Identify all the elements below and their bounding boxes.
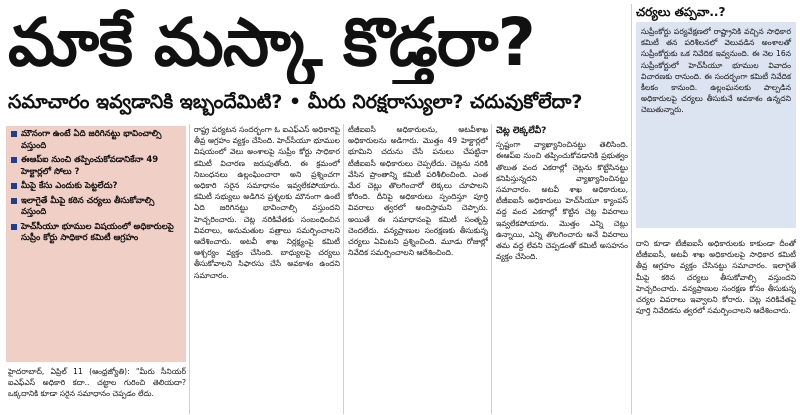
dateline-text: హైదరాబాద్, ఏప్రిల్ 11 (ఆంధ్రజ్యోతి): "మీరు సీనియర్ ఐఎఫ్ఎస్ అధికారి కదా.. చట్టాల గురించి తెలియదా? ఒక్కదానికి కూడా సరైన సమాధానం చెప్పడం లేదు. [8,367,186,399]
column-divider [631,4,632,414]
sidebar-body: సుప్రీంకోర్టు పర్యవేక్షణలో రాష్ట్రానికి వచ్చిన సాధికార కమిటీ తన పరిశీలనలో వెలువడిన అంశాలతో సుప్రీంకోర్టుకు ఒక నివేదిక ఇవ్వనుంది. ఈ నెల 16న సుప్రీంకోర్టులో హెచ్‌సీయూ భూముల వివాదం విచారణకు రానుంది. ఈ సందర్భంగా కమిటీ నివేదిక కీలకం కానుంది. ఉల్లంఘనలకు పాల్పడిన అధికారులపై చర్యలు తీసుకునే అవకాశం ఉన్నదని చెబుతున్నారు. [636,22,796,228]
highlights-box [6,126,186,362]
bullet-icon [11,198,17,204]
highlight-item: మీపై కేసు ఎందుకు పెట్టలేదు? [10,181,182,193]
article-dateline [8,366,186,414]
column-2-text: రాష్ట్ర పర్యటన సందర్భంగా ఓ ఐఎఫ్ఎస్ అధికారిపై తీవ్ర ఆగ్రహం వ్యక్తం చేసింది. హెచ్‌సీయూ భూముల విషయంలో వెలు అంశాలపై సుప్రీం కోర్టు సాధికార కమిటీ విచారణ జరుపుతోంది. ఈ క్రమంలో నిబంధనలు ఉల్లంఘించారా అని ప్రశ్నించగా అధికారి సరైన సమాధానం ఇవ్వలేకపోయారు. కమిటీ సభ్యులు అడిగిన ప్రశ్నలకు మౌనంగా ఉంటే ఏది జరిగినట్టు భావించాల్సి వస్తుందని హెచ్చరించారు. చెట్ల నరికివేతకు సంబంధించిన వివరాలు, అనుమతుల పత్రాలు సమర్పించాలని ఆదేశించారు. అటవీ శాఖ నిర్లక్ష్యంపై కమిటీ ఆశ్చర్యం వ్యక్తం చేసింది. బాధ్యులపై చర్యలు తీసుకోవాలని సిఫారసు చేసే అవకాశం ఉందని సమాచారం. [194,125,340,280]
bullet-icon [11,224,17,230]
column-4-text: స్పష్టంగా వ్యాఖ్యానించినట్టు తెలిసింది. ఈఆప్ఐ నుంచి తప్పించుకోవడానికి ప్రభుత్వం తొలుత వంద ఎకరాల్లో చెట్లను కొట్టేసినట్టు కనిపిస్తున్నదని వ్యాఖ్యానించినట్టు సమాచారం. అటవీ శాఖ అధికారులు, టీజీఐఐసీ అధికారులు హెచ్‌సీయూ క్యాంపస్ వద్ద వంద ఎకరాల్లో కొట్టిన చెట్ల వివరాలు ఇవ్వలేకపోయారు. మొత్తం ఎన్ని చెట్లు ఉన్నాయి, ఎన్ని తొలగించారు అనే వివరాలు తమ వద్ద లేవని చెప్పడంతో కమిటీ అసహనం వ్యక్తం చేసింది. [496,140,628,262]
crosshead: చెట్ల లెక్కలేవీ? [496,126,547,136]
highlight-item: ఈఆప్ఐ నుంచి తప్పించుకోవడానికేనా 49 హెక్టార్లలో సోలు ? [10,155,182,178]
article-column-4 [496,124,628,414]
column-3-text: టీజీఐఐసీ అధికారులను, అటవీశాఖ అధికారులను అడిగారు. మొత్తం 49 హెక్టార్లలో భూమిని చదును చేసే పనులు చేపట్టినా టీజీఐఐసీ అధికారులు చెప్పలేదు. చెట్లను నరికి వేసిన ప్రాంతాన్ని కమిటీ పరిశీలించింది. ఎంత మేర చెట్లు తొలగించారో లెక్కలు చూపాలని కోరింది. దీనిపై అధికారులు స్పందిస్తూ పూర్తి వివరాలు త్వరలో అందిస్తామని చెప్పారు. అయితే ఈ సమాధానంపై కమిటీ సంతృప్తి చెందలేదు. వన్యప్రాణుల సంరక్షణకు తీసుకున్న చర్యలు ఏమిటని ప్రశ్నించింది. మూడు రోజుల్లో నివేదిక సమర్పించాలని ఆదేశించింది. [348,125,488,258]
column-5-text: దాని కూడా టీజీఐఐసీ అధికారులకు కాకుండా దీంతో టీజీఐఐసీ, అటవీ శాఖ అధికారులపై సాధికార కమిటీ తీవ్ర ఆగ్రహం వ్యక్తం చేసినట్టు సమాచారం. ఇలాగైతే మీపై కఠిన చర్యలు తీసుకోవాల్సి వస్తుందని హెచ్చరించారు. వన్యప్రాణుల సంరక్షణ కోసం తీసుకున్న చర్యల వివరాలు ఇవ్వాలని కోరారు. చెట్ల నరికివేతపై పూర్తి నివేదికను త్వరలో సమర్పించాలని ఆదేశించారు. [636,239,796,316]
sidebar-box [636,4,796,232]
column-divider [189,124,190,414]
article-column-3 [348,124,488,414]
article-column-5 [636,238,796,414]
sidebar-title: చర్యలు తప్పవా..? [636,5,726,19]
highlight-item: మౌనంగా ఉంటే ఏది జరిగినట్టు భావించాల్సి వస్తుంది [10,129,182,152]
bullet-icon [11,131,17,137]
article-column-2 [194,124,340,414]
highlight-item: ఇలాగైతే మీపై కఠిన చర్యలు తీసుకోవాల్సి వస్తుంది [10,196,182,219]
headline: మాకే మస్కా కొడ్తరా? [8,4,535,81]
column-divider [491,124,492,414]
subheadline: సమాచారం ఇవ్వడానికి ఇబ్బందేమిటి? • మీరు నిరక్షరాస్యులా? చదువుకోలేదా? [8,91,583,113]
bullet-icon [11,183,17,189]
highlight-item: హెచ్‌సీయూ భూముల విషయంలో అధికారులపై సుప్రీం కోర్టు సాధికార కమిటీ ఆగ్రహం [10,222,182,245]
column-divider [343,124,344,414]
bullet-icon [11,157,17,163]
